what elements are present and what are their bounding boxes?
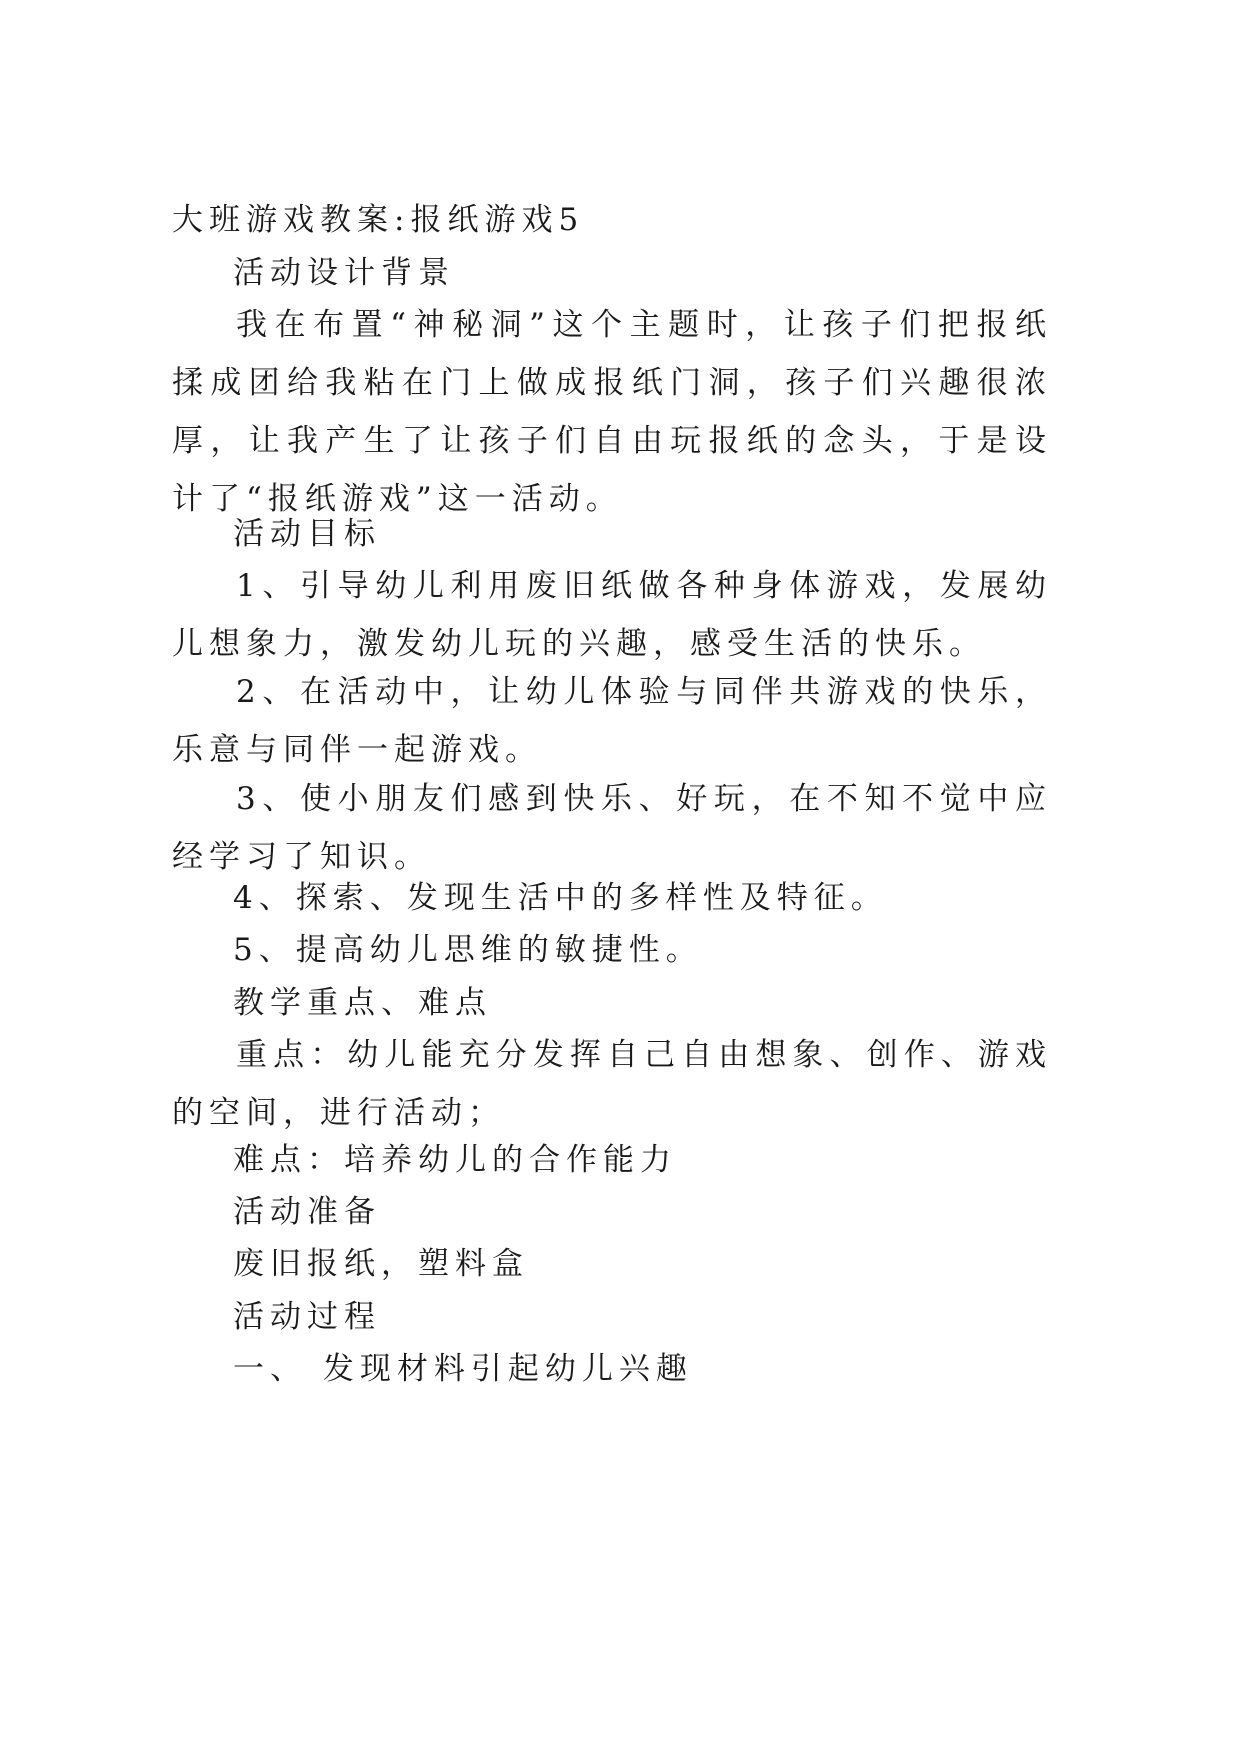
section-heading-process: 活动过程 — [233, 1299, 381, 1335]
section-heading-background: 活动设计背景 — [233, 255, 455, 291]
goal-item-4: 4、探索、发现生活中的多样性及特征。 — [233, 880, 888, 916]
section-heading-goals: 活动目标 — [233, 516, 381, 552]
key-point-text: 重点：幼儿能充分发挥自己自由想象、创作、游戏的空间，进行活动； — [172, 1037, 1052, 1131]
goal-item-3: 3、使小朋友们感到快乐、好玩，在不知不觉中应经学习了知识。 — [172, 781, 1052, 875]
section-heading-preparation: 活动准备 — [233, 1194, 381, 1230]
document-title: 大班游戏教案:报纸游戏5 — [172, 202, 585, 238]
section-heading-key-points: 教学重点、难点 — [233, 985, 492, 1021]
goal-item-2: 2、在活动中，让幼儿体验与同伴共游戏的快乐，乐意与同伴一起游戏。 — [172, 674, 1052, 768]
preparation-text: 废旧报纸，塑料盒 — [233, 1246, 529, 1282]
goal-item-5: 5、提高幼儿思维的敏捷性。 — [233, 932, 703, 968]
goal-item-1: 1、引导幼儿利用废旧纸做各种身体游戏，发展幼儿想象力，激发幼儿玩的兴趣，感受生活的快乐。 — [172, 568, 1052, 662]
difficulty-text: 难点：培养幼儿的合作能力 — [233, 1142, 677, 1178]
process-step-1: 一、 发现材料引起幼儿兴趣 — [233, 1351, 693, 1387]
paragraph-background: 我在布置“神秘洞”这个主题时，让孩子们把报纸揉成团给我粘在门上做成报纸门洞，孩子们兴趣很浓厚，让我产生了让孩子们自由玩报纸的念头，于是设计了“报纸游戏”这一活动。 — [172, 307, 1052, 517]
